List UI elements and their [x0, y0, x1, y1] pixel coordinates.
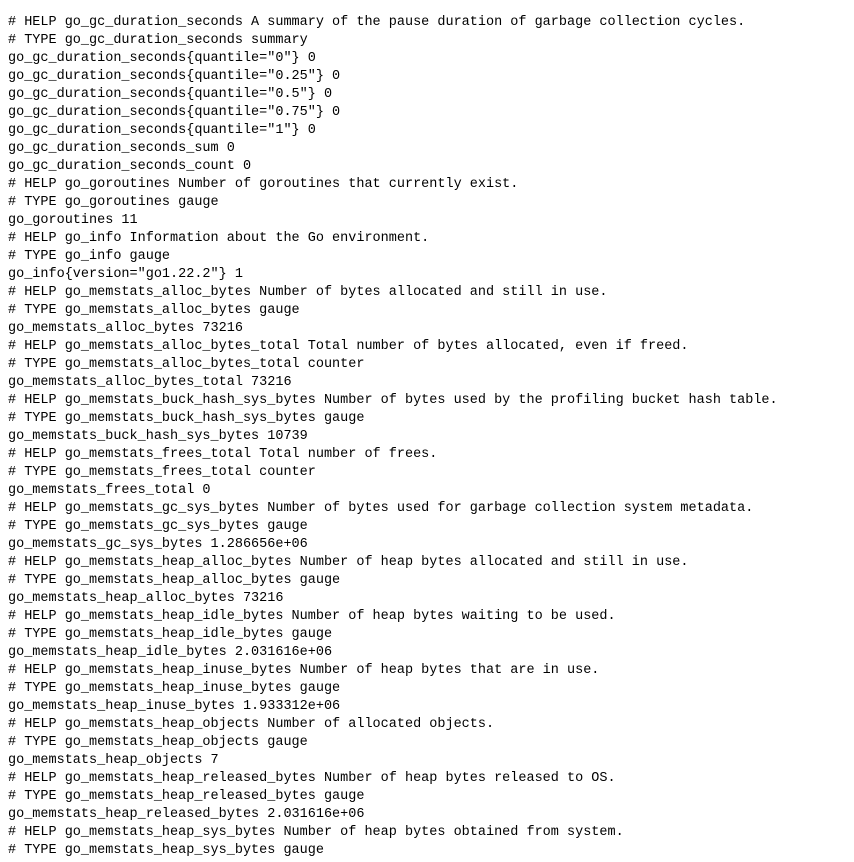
help-line: # HELP go_memstats_gc_sys_bytes Number of bytes used for garbage collection system metadata. [8, 501, 754, 516]
help-line: # HELP go_memstats_frees_total Total number of frees. [8, 447, 438, 462]
metric-line: go_memstats_heap_alloc_bytes 73216 [8, 591, 284, 606]
metric-line: go_gc_duration_seconds{quantile="0.75"} 0 [8, 105, 341, 120]
metric-line: go_memstats_heap_objects 7 [8, 753, 219, 768]
metric-line: go_memstats_gc_sys_bytes 1.286656e+06 [8, 537, 308, 552]
metric-line: go_info{version="go1.22.2"} 1 [8, 267, 243, 282]
type-line: # TYPE go_memstats_frees_total counter [8, 465, 316, 480]
metric-line: go_memstats_alloc_bytes 73216 [8, 321, 243, 336]
metric-line: go_gc_duration_seconds{quantile="0"} 0 [8, 51, 316, 66]
metric-line: go_goroutines 11 [8, 213, 138, 228]
metric-line: go_gc_duration_seconds_count 0 [8, 159, 252, 174]
type-line: # TYPE go_memstats_heap_alloc_bytes gauge [8, 573, 341, 588]
metric-line: go_gc_duration_seconds{quantile="0.5"} 0 [8, 87, 333, 102]
type-line: # TYPE go_memstats_heap_idle_bytes gauge [8, 627, 333, 642]
metrics-text-page [8, 14, 848, 860]
help-line: # HELP go_memstats_alloc_bytes_total Total number of bytes allocated, even if freed. [8, 339, 689, 354]
type-line: # TYPE go_info gauge [8, 249, 171, 264]
type-line: # TYPE go_memstats_alloc_bytes gauge [8, 303, 300, 318]
help-line: # HELP go_memstats_alloc_bytes Number of bytes allocated and still in use. [8, 285, 608, 300]
help-line: # HELP go_gc_duration_seconds A summary of the pause duration of garbage collection cycles. [8, 15, 746, 30]
type-line: # TYPE go_memstats_gc_sys_bytes gauge [8, 519, 308, 534]
help-line: # HELP go_memstats_heap_idle_bytes Number of heap bytes waiting to be used. [8, 609, 616, 624]
help-line: # HELP go_memstats_buck_hash_sys_bytes Number of bytes used by the profiling bucket hash table. [8, 393, 778, 408]
help-line: # HELP go_memstats_heap_released_bytes Number of heap bytes released to OS. [8, 771, 616, 786]
help-line: # HELP go_goroutines Number of goroutines that currently exist. [8, 177, 519, 192]
type-line: # TYPE go_memstats_heap_sys_bytes gauge [8, 843, 324, 858]
metric-line: go_memstats_heap_idle_bytes 2.031616e+06 [8, 645, 333, 660]
help-line: # HELP go_memstats_heap_inuse_bytes Number of heap bytes that are in use. [8, 663, 600, 678]
type-line: # TYPE go_memstats_heap_objects gauge [8, 735, 308, 750]
type-line: # TYPE go_goroutines gauge [8, 195, 219, 210]
help-line: # HELP go_memstats_heap_objects Number of allocated objects. [8, 717, 495, 732]
metric-line: go_memstats_alloc_bytes_total 73216 [8, 375, 292, 390]
metric-line: go_memstats_heap_released_bytes 2.031616e+06 [8, 807, 365, 822]
type-line: # TYPE go_memstats_heap_inuse_bytes gauge [8, 681, 341, 696]
help-line: # HELP go_info Information about the Go environment. [8, 231, 430, 246]
metric-line: go_memstats_buck_hash_sys_bytes 10739 [8, 429, 308, 444]
metric-line: go_gc_duration_seconds_sum 0 [8, 141, 235, 156]
metric-line: go_gc_duration_seconds{quantile="1"} 0 [8, 123, 316, 138]
metric-line: go_gc_duration_seconds{quantile="0.25"} 0 [8, 69, 341, 84]
metric-line: go_memstats_heap_inuse_bytes 1.933312e+06 [8, 699, 341, 714]
type-line: # TYPE go_memstats_heap_released_bytes gauge [8, 789, 365, 804]
type-line: # TYPE go_gc_duration_seconds summary [8, 33, 308, 48]
help-line: # HELP go_memstats_heap_alloc_bytes Number of heap bytes allocated and still in use. [8, 555, 689, 570]
type-line: # TYPE go_memstats_alloc_bytes_total counter [8, 357, 365, 372]
help-line: # HELP go_memstats_heap_sys_bytes Number of heap bytes obtained from system. [8, 825, 624, 840]
type-line: # TYPE go_memstats_buck_hash_sys_bytes gauge [8, 411, 365, 426]
metric-line: go_memstats_frees_total 0 [8, 483, 211, 498]
